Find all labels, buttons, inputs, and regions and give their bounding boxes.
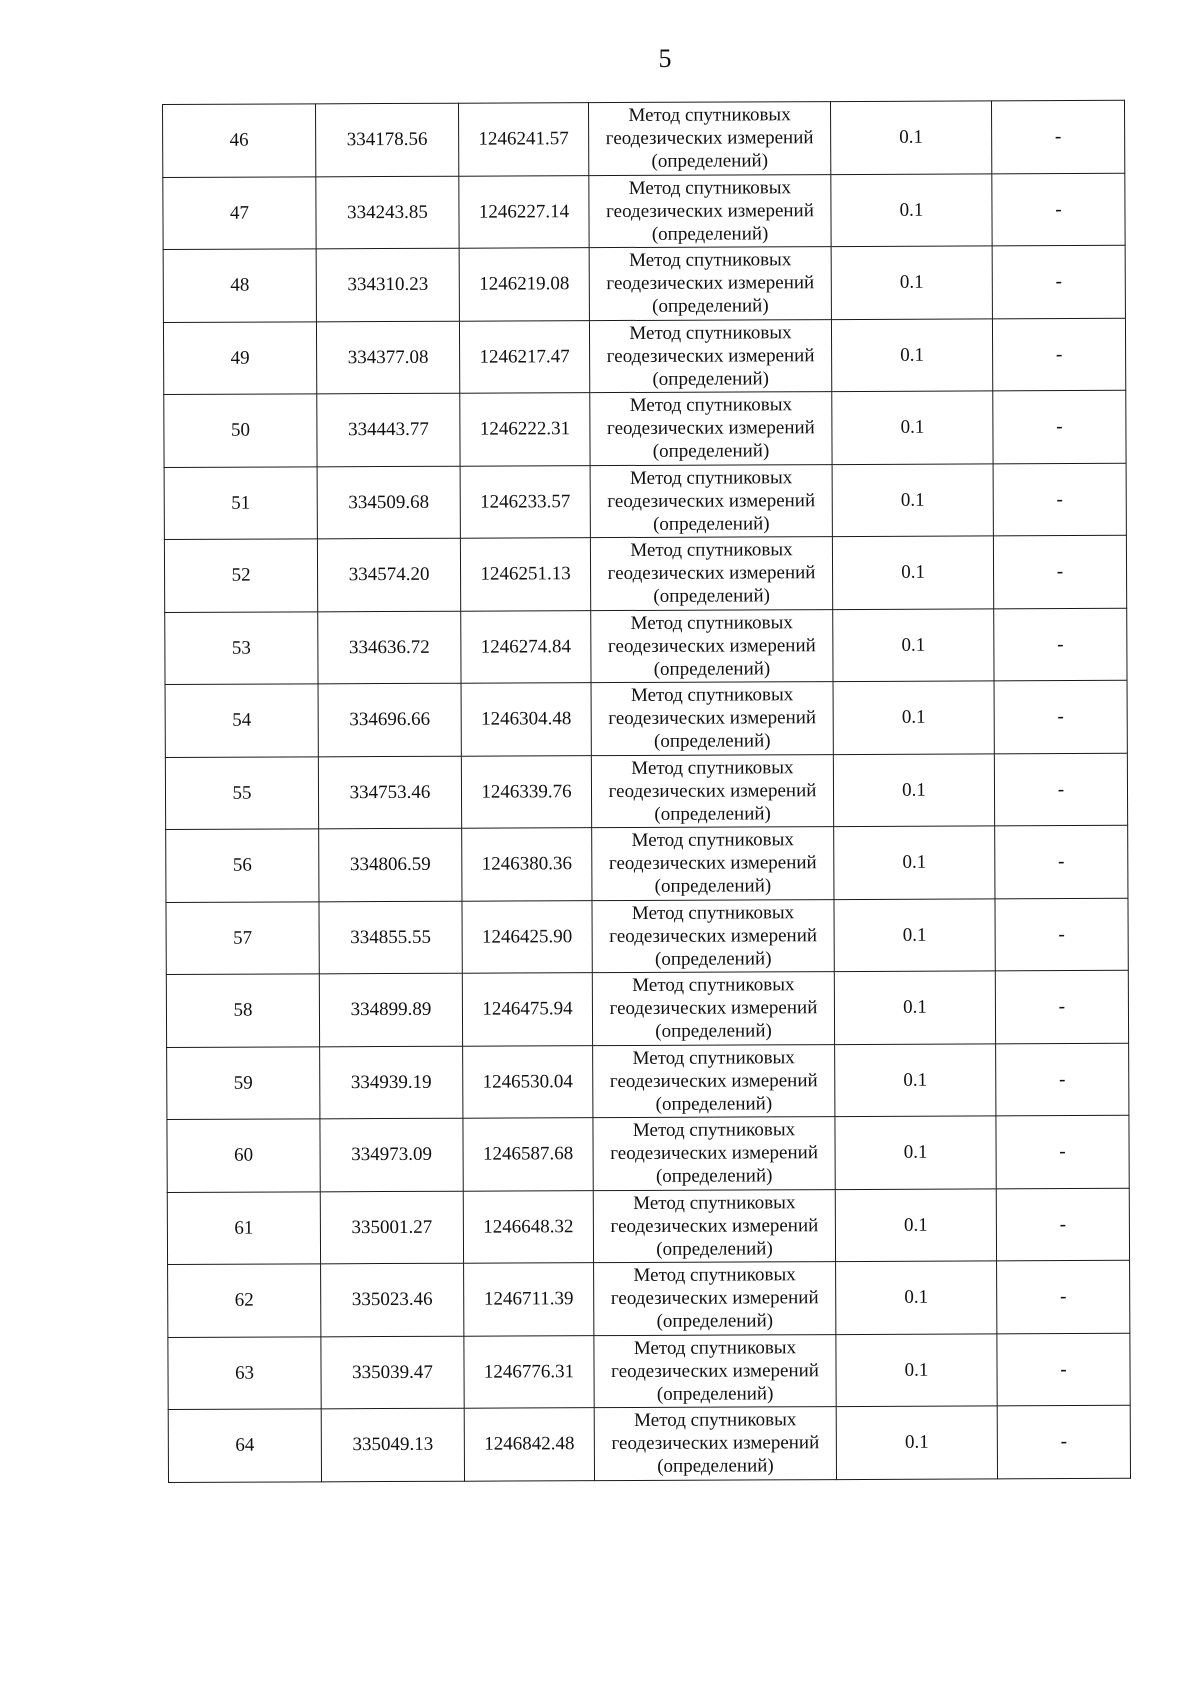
method-line: Метод спутниковых: [629, 249, 792, 272]
x-coordinate-cell: 334753.46: [318, 756, 461, 829]
method-line: Метод спутниковых: [628, 177, 792, 199]
point-number-cell: 61: [167, 1191, 320, 1264]
accuracy-cell: 0.1: [832, 536, 993, 609]
accuracy-cell: 0.1: [834, 898, 995, 971]
y-coordinate-cell: 1246776.31: [464, 1335, 594, 1408]
point-number-cell: 46: [163, 104, 316, 177]
x-coordinate-cell: 335039.47: [321, 1336, 464, 1409]
method-cell: [591, 609, 833, 683]
method-cell: [591, 754, 833, 828]
table-body: [163, 100, 1131, 1482]
x-coordinate-cell: 334509.68: [317, 466, 460, 539]
x-coordinate-cell: 335023.46: [321, 1263, 464, 1336]
method-line: Метод спутниковых: [631, 829, 794, 852]
point-number-cell: 59: [167, 1046, 320, 1119]
method-line: (определений): [655, 1165, 773, 1188]
extra-cell: -: [996, 1043, 1129, 1116]
x-coordinate-cell: 334636.72: [318, 611, 461, 684]
method-line: Метод спутниковых: [630, 539, 793, 562]
extra-cell: -: [993, 535, 1126, 608]
method-line: (определений): [654, 948, 772, 970]
method-line: геодезических измерений: [611, 1359, 819, 1382]
extra-cell: -: [997, 1333, 1130, 1406]
method-line: геодезических измерений: [607, 489, 816, 512]
method-line: Метод спутниковых: [630, 684, 794, 707]
accuracy-cell: 0.1: [835, 1188, 996, 1261]
method-line: (определений): [655, 1093, 773, 1115]
method-line: (определений): [652, 368, 770, 390]
method-line: Метод спутниковых: [629, 394, 792, 417]
method-cell: [589, 174, 831, 248]
accuracy-cell: 0.1: [833, 753, 994, 826]
accuracy-cell: 0.1: [832, 463, 993, 536]
point-number-cell: 49: [163, 321, 316, 394]
x-coordinate-cell: 334310.23: [316, 248, 459, 321]
method-line: Метод спутниковых: [632, 974, 795, 997]
accuracy-cell: 0.1: [831, 246, 992, 319]
point-number-cell: 58: [166, 974, 319, 1047]
accuracy-cell: 0.1: [832, 391, 993, 464]
coordinates-table: [162, 100, 1131, 1483]
x-coordinate-cell: 334806.59: [319, 828, 462, 901]
method-line: геодезических измерений: [610, 1142, 819, 1165]
table-row: [163, 100, 1125, 177]
method-line: (определений): [653, 585, 770, 608]
extra-cell: -: [994, 680, 1127, 753]
method-line: геодезических измерений: [609, 997, 818, 1020]
x-coordinate-cell: 334377.08: [316, 321, 459, 394]
method-line: (определений): [656, 1238, 773, 1260]
table-row: [164, 463, 1126, 540]
method-line: геодезических измерений: [608, 707, 817, 730]
method-line: (определений): [653, 513, 770, 535]
table-row: [165, 680, 1127, 757]
accuracy-cell: 0.1: [833, 608, 994, 681]
page-number: 5: [658, 44, 672, 73]
table-row: [164, 535, 1126, 612]
table-row: [168, 1333, 1130, 1410]
point-number-cell: 62: [168, 1264, 321, 1337]
accuracy-cell: 0.1: [830, 101, 991, 174]
point-number-cell: 53: [165, 611, 318, 684]
method-line: (определений): [653, 730, 771, 753]
method-line: геодезических измерений: [611, 1432, 820, 1455]
method-line: Метод спутниковых: [633, 1336, 797, 1359]
point-number-cell: 55: [165, 756, 318, 829]
method-line: (определений): [652, 440, 770, 463]
method-cell: [592, 972, 834, 1046]
method-cell: [592, 899, 834, 973]
table-row: [167, 1115, 1129, 1192]
method-cell: [594, 1334, 836, 1408]
method-line: геодезических измерений: [607, 562, 816, 585]
extra-cell: -: [992, 245, 1125, 318]
y-coordinate-cell: 1246842.48: [464, 1408, 594, 1481]
accuracy-cell: 0.1: [834, 971, 995, 1044]
method-cell: [594, 1407, 836, 1481]
x-coordinate-cell: 334899.89: [319, 973, 462, 1046]
table-row: [163, 318, 1125, 395]
y-coordinate-cell: 1246304.48: [461, 683, 591, 756]
method-cell: [590, 464, 832, 538]
point-number-cell: 56: [166, 829, 319, 902]
extra-cell: -: [991, 100, 1124, 173]
x-coordinate-cell: 334243.85: [316, 176, 459, 249]
method-cell: [593, 1117, 835, 1191]
method-line: (определений): [655, 1020, 772, 1043]
extra-cell: -: [997, 1260, 1130, 1333]
method-cell: [590, 392, 832, 466]
y-coordinate-cell: 1246233.57: [460, 465, 590, 538]
x-coordinate-cell: 335049.13: [321, 1408, 464, 1481]
point-number-cell: 57: [166, 901, 319, 974]
x-coordinate-cell: 334696.66: [318, 683, 461, 756]
table-row: [166, 970, 1128, 1047]
method-line: геодезических измерений: [605, 127, 814, 150]
method-line: геодезических измерений: [609, 1069, 818, 1092]
extra-cell: -: [994, 608, 1127, 681]
method-cell: [593, 1189, 835, 1263]
x-coordinate-cell: 334443.77: [317, 393, 460, 466]
y-coordinate-cell: 1246380.36: [462, 828, 592, 901]
method-cell: [590, 537, 832, 611]
extra-cell: -: [995, 970, 1128, 1043]
table-row: [164, 390, 1126, 467]
accuracy-cell: 0.1: [836, 1333, 997, 1406]
x-coordinate-cell: 334939.19: [320, 1046, 463, 1119]
extra-cell: -: [996, 1188, 1129, 1261]
point-number-cell: 63: [168, 1336, 321, 1409]
accuracy-cell: 0.1: [835, 1116, 996, 1189]
method-line: геодезических измерений: [610, 1287, 819, 1310]
y-coordinate-cell: 1246251.13: [460, 538, 590, 611]
point-number-cell: 50: [164, 394, 317, 467]
method-line: Метод спутниковых: [631, 757, 794, 779]
accuracy-cell: 0.1: [834, 826, 995, 899]
point-number-cell: 48: [163, 249, 316, 322]
table-row: [163, 173, 1125, 250]
table-row: [167, 1043, 1129, 1120]
method-line: Метод спутниковых: [633, 1264, 796, 1287]
accuracy-cell: 0.1: [833, 681, 994, 754]
method-line: (определений): [651, 150, 769, 173]
x-coordinate-cell: 334178.56: [316, 103, 459, 176]
method-line: Метод спутниковых: [629, 467, 793, 489]
table-row: [167, 1188, 1129, 1265]
extra-cell: -: [995, 898, 1128, 971]
table-row: [165, 753, 1127, 830]
method-line: Метод спутниковых: [633, 1191, 796, 1214]
method-line: геодезических измерений: [606, 272, 815, 295]
method-cell: [592, 827, 834, 901]
y-coordinate-cell: 1246425.90: [462, 900, 592, 973]
table-row: [168, 1260, 1130, 1337]
method-line: геодезических измерений: [608, 852, 817, 875]
method-line: Метод спутниковых: [630, 612, 793, 634]
accuracy-cell: 0.1: [836, 1261, 997, 1334]
table-row: [166, 825, 1128, 902]
accuracy-cell: 0.1: [831, 318, 992, 391]
method-line: (определений): [652, 295, 769, 318]
method-line: геодезических измерений: [608, 779, 817, 802]
extra-cell: -: [995, 825, 1128, 898]
method-line: (определений): [654, 875, 772, 898]
method-line: Метод спутниковых: [631, 901, 795, 924]
method-cell: [589, 319, 831, 393]
y-coordinate-cell: 1246530.04: [463, 1045, 593, 1118]
method-line: (определений): [656, 1310, 774, 1333]
method-line: геодезических измерений: [610, 1214, 819, 1237]
y-coordinate-cell: 1246587.68: [463, 1118, 593, 1191]
table-row: [163, 245, 1125, 322]
extra-cell: -: [992, 173, 1125, 246]
y-coordinate-cell: 1246241.57: [458, 103, 588, 176]
extra-cell: -: [993, 390, 1126, 463]
point-number-cell: 52: [164, 539, 317, 612]
point-number-cell: 64: [168, 1409, 321, 1482]
method-line: Метод спутниковых: [632, 1119, 796, 1142]
method-line: Метод спутниковых: [628, 104, 791, 127]
y-coordinate-cell: 1246274.84: [461, 610, 591, 683]
extra-cell: -: [996, 1115, 1129, 1188]
method-line: (определений): [654, 803, 771, 825]
y-coordinate-cell: 1246475.94: [462, 973, 592, 1046]
x-coordinate-cell: 334855.55: [319, 901, 462, 974]
extra-cell: -: [997, 1405, 1130, 1478]
method-line: (определений): [657, 1455, 774, 1478]
method-line: Метод спутниковых: [634, 1409, 797, 1432]
point-number-cell: 54: [165, 684, 318, 757]
point-number-cell: 51: [164, 466, 317, 539]
y-coordinate-cell: 1246222.31: [460, 393, 590, 466]
method-line: Метод спутниковых: [632, 1046, 795, 1069]
table-row: [165, 608, 1127, 685]
method-line: (определений): [656, 1383, 774, 1405]
method-cell: [593, 1044, 835, 1118]
accuracy-cell: 0.1: [836, 1406, 997, 1479]
method-line: Метод спутниковых: [629, 322, 792, 344]
extra-cell: -: [994, 753, 1127, 826]
x-coordinate-cell: 334973.09: [320, 1118, 463, 1191]
y-coordinate-cell: 1246217.47: [459, 320, 589, 393]
method-line: геодезических измерений: [606, 417, 815, 440]
x-coordinate-cell: 335001.27: [320, 1191, 463, 1264]
method-line: (определений): [653, 658, 771, 680]
accuracy-cell: 0.1: [831, 173, 992, 246]
accuracy-cell: 0.1: [835, 1043, 996, 1116]
extra-cell: -: [992, 318, 1125, 391]
method-line: геодезических измерений: [606, 344, 815, 367]
method-line: геодезических измерений: [606, 199, 814, 222]
y-coordinate-cell: 1246648.32: [463, 1190, 593, 1263]
method-cell: [594, 1262, 836, 1336]
method-cell: [591, 682, 833, 756]
method-line: геодезических измерений: [607, 634, 816, 657]
method-line: геодезических измерений: [609, 924, 818, 947]
y-coordinate-cell: 1246227.14: [459, 175, 589, 248]
table-container: [162, 100, 1131, 1483]
method-cell: [589, 247, 831, 321]
point-number-cell: 47: [163, 176, 316, 249]
y-coordinate-cell: 1246339.76: [461, 755, 591, 828]
x-coordinate-cell: 334574.20: [317, 538, 460, 611]
table-row: [166, 898, 1128, 975]
method-cell: [588, 102, 830, 176]
y-coordinate-cell: 1246219.08: [459, 248, 589, 321]
point-number-cell: 60: [167, 1119, 320, 1192]
extra-cell: -: [993, 463, 1126, 536]
method-line: (определений): [651, 223, 769, 245]
table-row: [168, 1405, 1130, 1482]
y-coordinate-cell: 1246711.39: [464, 1263, 594, 1336]
